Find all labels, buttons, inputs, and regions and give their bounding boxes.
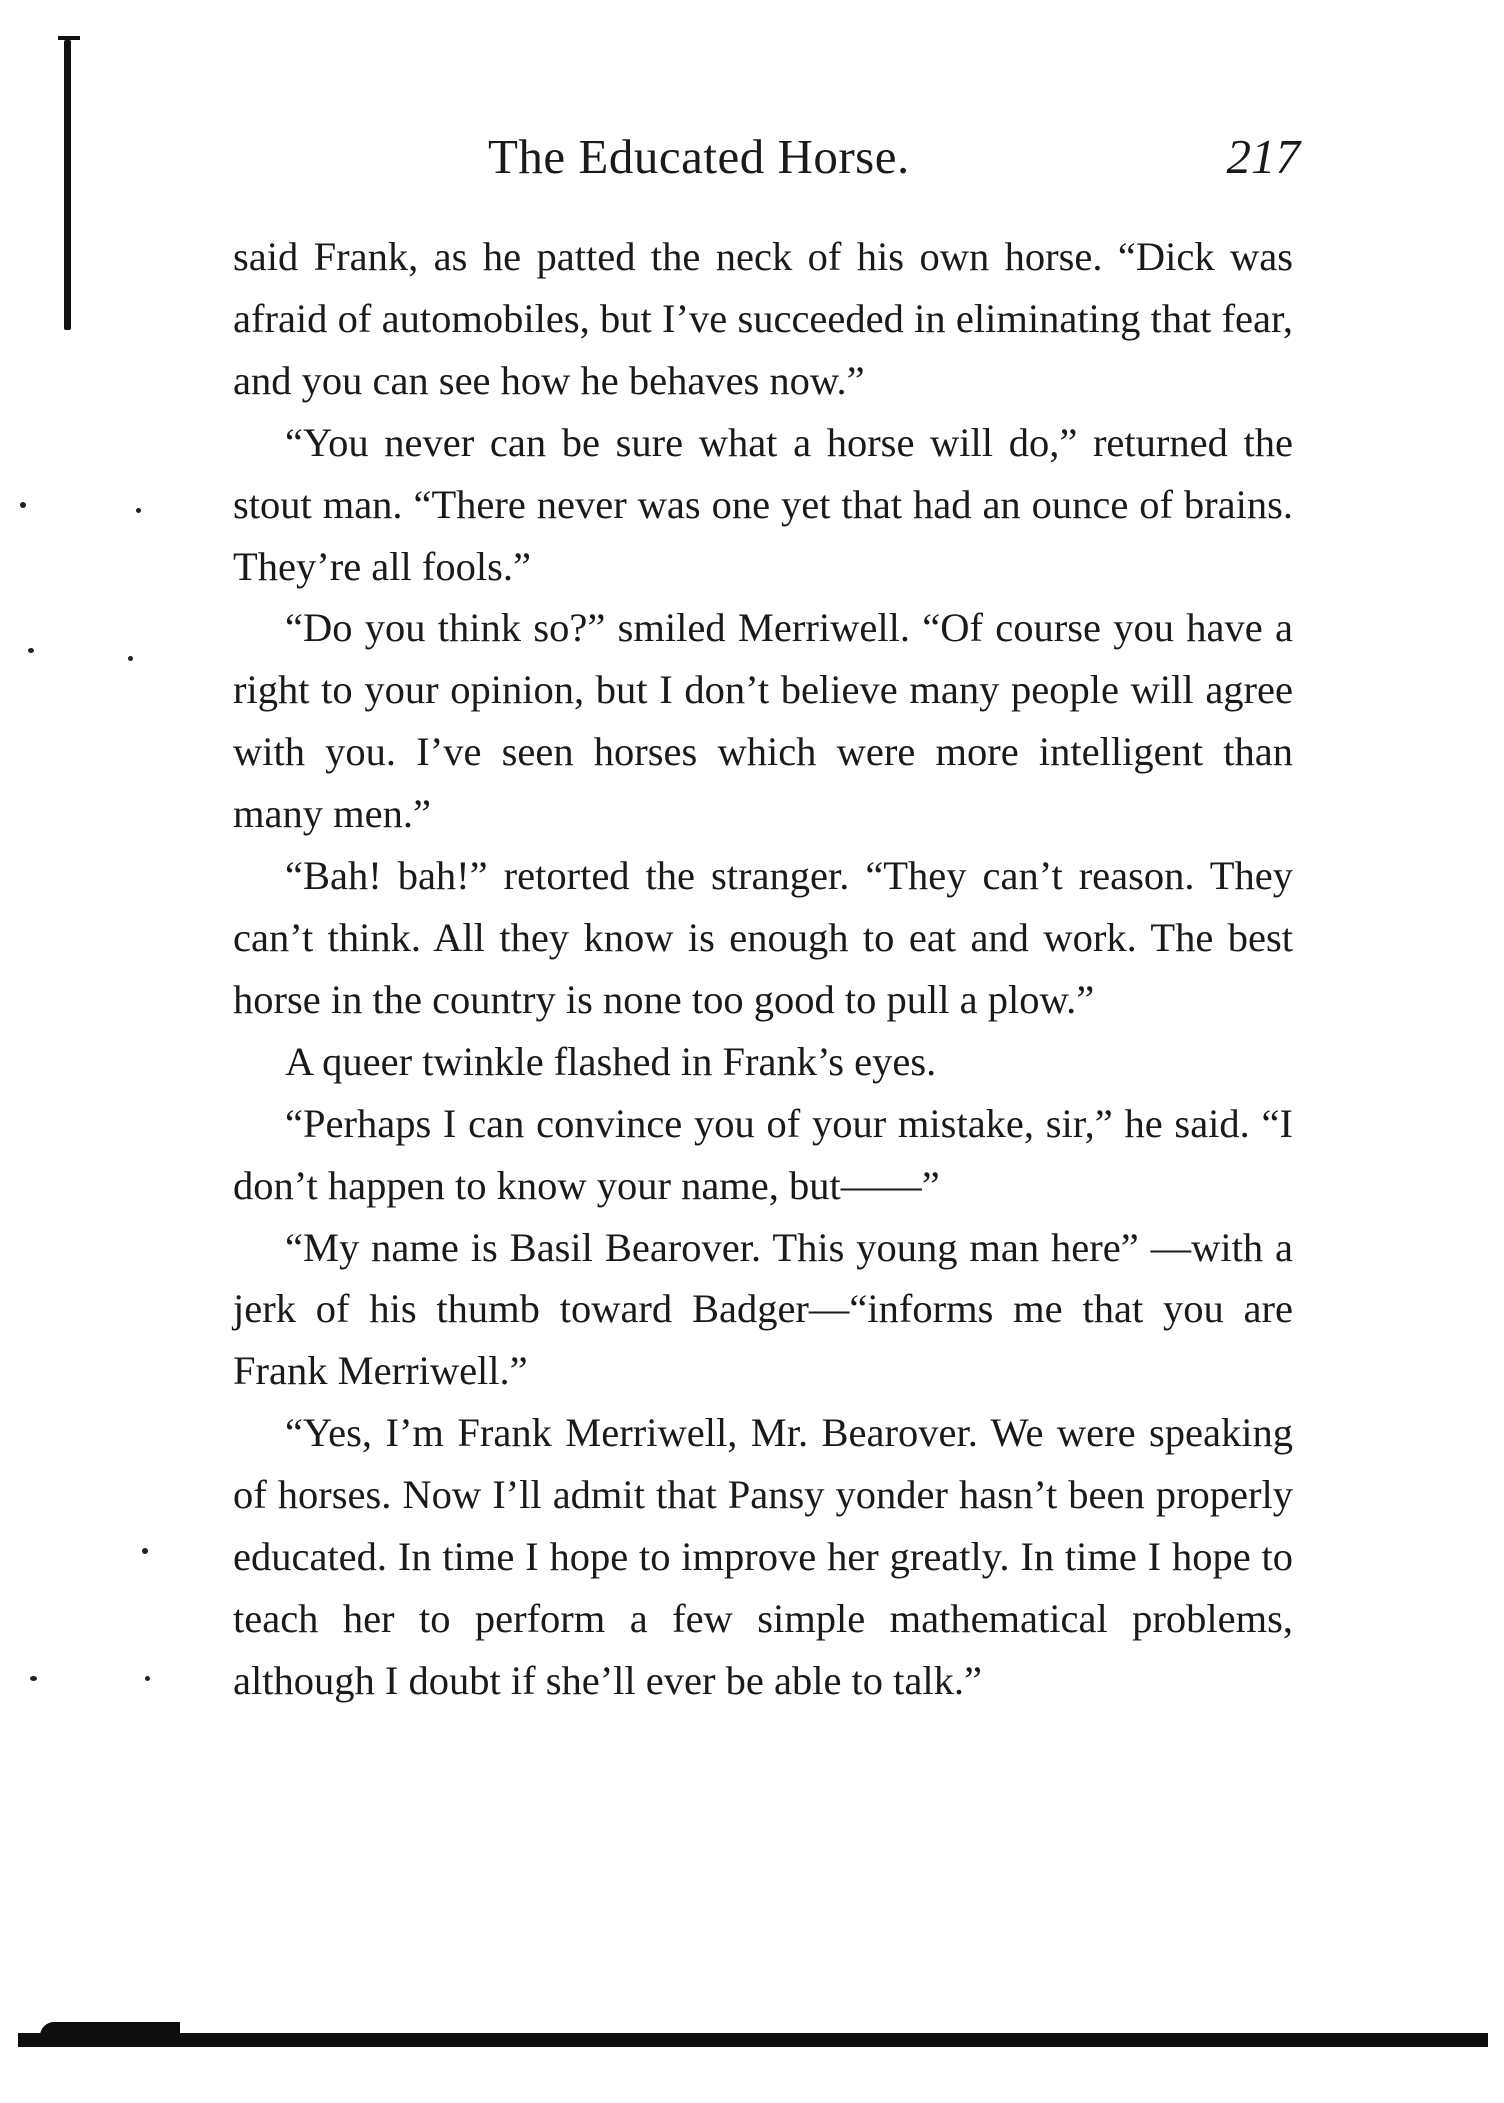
scan-speck [128,656,133,661]
paragraph: “Bah! bah!” retorted the stranger. “They can’t reason. They can’t think. All they know is enough to eat and work. The best horse in the country is none too good to pull a plow.” [233,853,1293,1022]
paragraph: “Do you think so?” smiled Merriwell. “Of course you have a right to your opinion, but I don’t believe many people will agree with you. I’ve seen horses which were more intelligent than many men.” [233,605,1293,837]
scan-speck [28,648,34,653]
scan-speck [142,1548,148,1554]
paragraph: A queer twinkle flashed in Frank’s eyes. [285,1038,937,1084]
binding-edge [64,40,71,330]
paragraph: “My name is Basil Bearover. This young man here” —with a jerk of his thumb toward Badger—“informs me that you are Frank Merriwell.” [233,1224,1293,1394]
footer-rule [18,2033,1488,2047]
scan-speck [20,502,26,508]
body-text [233,226,1293,1712]
scan-speck [136,508,141,513]
page-header [230,128,1300,198]
paragraph: “You never can be sure what a horse will do,” returned the stout man. “There never was one yet that had an ounce of brains. They’re all fools.” [233,419,1293,589]
scan-speck [145,1676,150,1681]
scan-speck [30,1676,37,1681]
paragraph: “Perhaps I can convince you of your mistake, sir,” he said. “I don’t happen to know your name, but——” [233,1100,1293,1208]
running-title: The Educated Horse. [488,129,910,184]
page-number: 217 [1226,129,1300,184]
paragraph: said Frank, as he patted the neck of his own horse. “Dick was afraid of automobiles, but I’ve succeeded in eliminating that fear, and you can see how he behaves now.” [233,234,1293,403]
paragraph: “Yes, I’m Frank Merriwell, Mr. Bearover. We were speaking of horses. Now I’ll admit that Pansy yonder hasn’t been properly educated. In time I hope to improve her greatly. In time I hope to teach her to perform a few simple mathematical problems, although I doubt if she’ll ever be able to talk.” [233,1410,1293,1703]
